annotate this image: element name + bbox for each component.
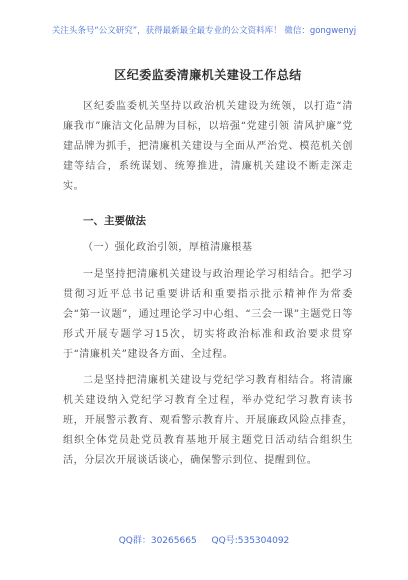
banner-link[interactable]: 关注头条号“公文研究”，获得最新最全最专业的公文资料库！ 微信：gongwenyj: [51, 26, 357, 36]
footer-contact: [0, 533, 408, 546]
body-paragraph-2: 二是坚持把清廉机关建设与党纪学习教育相结合。将清廉机关建设纳入党纪学习教育全过程，举办党纪学习教育读书班，开展警示教育、观看警示教育片、开展廉政风险点排查，组织全体党员赴党员教育基地开展主题党日活动结合组织生活，分层次开展谈话谈心，确保警示到位、提醒到位。: [63, 375, 353, 466]
qq-number-label: QQ号:535304092: [211, 536, 290, 546]
section-heading: 一、主要做法: [83, 215, 146, 227]
qq-group-label: QQ群：30265665: [118, 536, 197, 546]
subsection-heading: （一）强化政治引领，厚植清廉根基: [83, 242, 253, 253]
document-title: 区纪委监委清廉机关建设工作总结: [114, 68, 302, 82]
body-paragraph-1: 一是坚持把清廉机关建设与政治理论学习相结合。把学习贯彻习近平总书记重要讲话和重要指示批示精神作为常委会“第一议题”，通过理论学习中心组、“三会一课”主题党日等形式开展专题学习15次，切实将政治标准和政治要求贯穿于“清廉机关”建设各方面、全过程。: [63, 269, 353, 360]
top-banner[interactable]: [0, 24, 408, 36]
intro-paragraph: 区纪委监委机关坚持以政治机关建设为统领，以打造“清廉我市”廉洁文化品牌为目标，以培强“党建引领 清风护廉”党建品牌为抓手，把清廉机关建设与全面从严治党、模范机关创建等结合，系统谋划、统筹推进，清廉机关建设不断走深走实。: [63, 101, 353, 192]
document-page: [63, 66, 353, 471]
